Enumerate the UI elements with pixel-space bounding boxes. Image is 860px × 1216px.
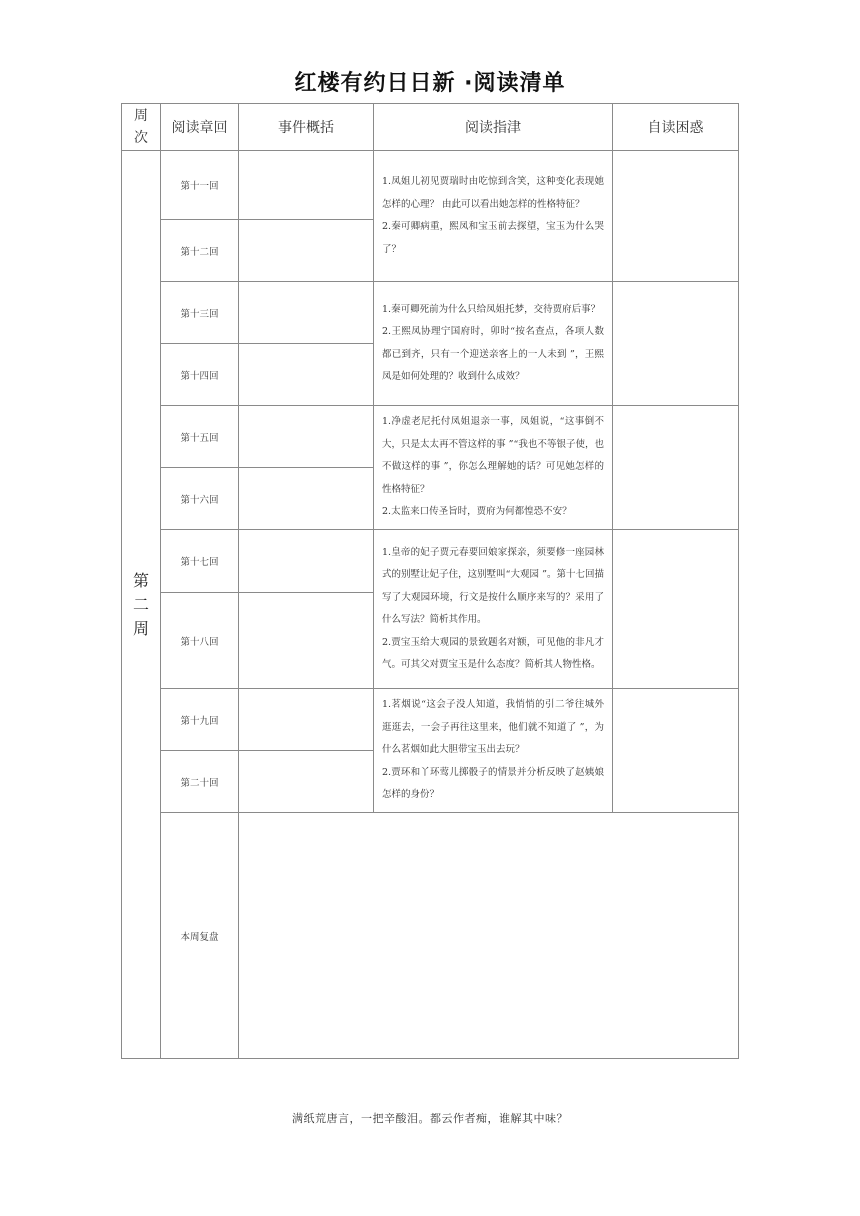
guide-question: 2.王熙凤协理宁国府时，卯时“按名查点，各项人数都已到齐，只有一个迎送亲客上的一人未到 ”，王熙凤是如何处理的？收到什么成效？ — [382, 326, 604, 382]
guide-question: 2.贾宝玉给大观园的景致题名对额，可见他的非凡才气。可其父对贾宝玉是什么态度？简析其人物性格。 — [382, 636, 604, 670]
guide-question: 2.贾环和丫环莺儿掷骰子的情景并分析反映了赵姨娘怎样的身份？ — [382, 766, 604, 801]
chapter-16: 第十六回 — [161, 468, 239, 530]
guide-cell-5 — [374, 689, 613, 813]
summary-cell[interactable] — [239, 151, 374, 220]
review-label: 本周复盘 — [161, 813, 239, 1059]
header-week-line-2: 次 — [134, 130, 148, 146]
chapter-18: 第十八回 — [161, 593, 239, 689]
table-row — [122, 151, 739, 220]
guide-question: 1.秦可卿死前为什么只给凤姐托梦，交待贾府后事？ — [382, 303, 601, 315]
guide-cell-2 — [374, 282, 613, 406]
footer-quote: 满纸荒唐言，一把辛酸泪。都云作者痴，谁解其中味？ — [292, 1112, 568, 1125]
header-guide: 阅读指津 — [374, 104, 613, 151]
guide-question: 1.凤姐儿初见贾瑞时由吃惊到含笑，这种变化表现她怎样的心理？ 由此可以看出她怎样的性格特征？ — [382, 176, 604, 210]
week-label-char: 二 — [132, 594, 149, 614]
guide-question: 1.净虚老尼托付凤姐退亲一事，凤姐说，“这事倒不大，只是太太再不管这样的事 ”“我也不等银子使，也不做这样的事 ”，你怎么理解她的话？可见她怎样的性格特征？ — [382, 416, 604, 495]
guide-cell-1 — [374, 151, 613, 282]
confusion-cell[interactable] — [613, 406, 739, 530]
summary-cell[interactable] — [239, 344, 374, 406]
confusion-cell[interactable] — [613, 151, 739, 282]
reading-list-table — [121, 103, 739, 1059]
summary-cell[interactable] — [239, 220, 374, 282]
week-label-char: 第 — [132, 570, 149, 590]
guide-question: 2.太监来口传圣旨时，贾府为何都惶恐不安？ — [382, 506, 572, 518]
chapter-13: 第十三回 — [161, 282, 239, 344]
table-row — [122, 282, 739, 344]
summary-cell[interactable] — [239, 530, 374, 593]
chapter-15: 第十五回 — [161, 406, 239, 468]
header-summary: 事件概括 — [239, 104, 374, 151]
summary-cell[interactable] — [239, 406, 374, 468]
summary-cell[interactable] — [239, 751, 374, 813]
header-row — [122, 104, 739, 151]
chapter-19: 第十九回 — [161, 689, 239, 751]
table-row — [122, 530, 739, 593]
guide-question: 1.茗烟说“这会子没人知道，我悄悄的引二爷往城外逛逛去，一会子再往这里来，他们就不知道了 ”，为什么茗烟如此大胆带宝玉出去玩？ — [382, 699, 604, 756]
summary-cell[interactable] — [239, 468, 374, 530]
summary-cell[interactable] — [239, 689, 374, 751]
guide-question: 1.皇帝的妃子贾元春要回娘家探亲，须要修一座园林式的别墅让妃子住，这别墅叫“大观园 ”。第十七回描写了大观园环境，行文是按什么顺序来写的？采用了什么写法？简析其作用。 — [382, 546, 604, 625]
chapter-17: 第十七回 — [161, 530, 239, 593]
chapter-20: 第二十回 — [161, 751, 239, 813]
confusion-cell[interactable] — [613, 530, 739, 689]
table-row — [122, 689, 739, 751]
confusion-cell[interactable] — [613, 689, 739, 813]
header-week-line-1: 周 — [134, 108, 148, 124]
summary-cell[interactable] — [239, 282, 374, 344]
header-week — [122, 104, 161, 151]
summary-cell[interactable] — [239, 593, 374, 689]
week-label — [122, 151, 161, 1059]
header-chapter: 阅读章回 — [161, 104, 239, 151]
chapter-11: 第十一回 — [161, 151, 239, 220]
review-row — [122, 813, 739, 1059]
week-label-char: 周 — [132, 618, 149, 638]
guide-question: 2.秦可卿病重，熙凤和宝玉前去探望，宝玉为什么哭了？ — [382, 221, 604, 255]
table-row — [122, 406, 739, 468]
confusion-cell[interactable] — [613, 282, 739, 406]
chapter-14: 第十四回 — [161, 344, 239, 406]
header-confusion: 自读困惑 — [613, 104, 739, 151]
guide-cell-4 — [374, 530, 613, 689]
page-title: 红楼有约日日新 ·阅读清单 — [294, 71, 566, 96]
chapter-12: 第十二回 — [161, 220, 239, 282]
review-cell[interactable] — [239, 813, 739, 1059]
guide-cell-3 — [374, 406, 613, 530]
